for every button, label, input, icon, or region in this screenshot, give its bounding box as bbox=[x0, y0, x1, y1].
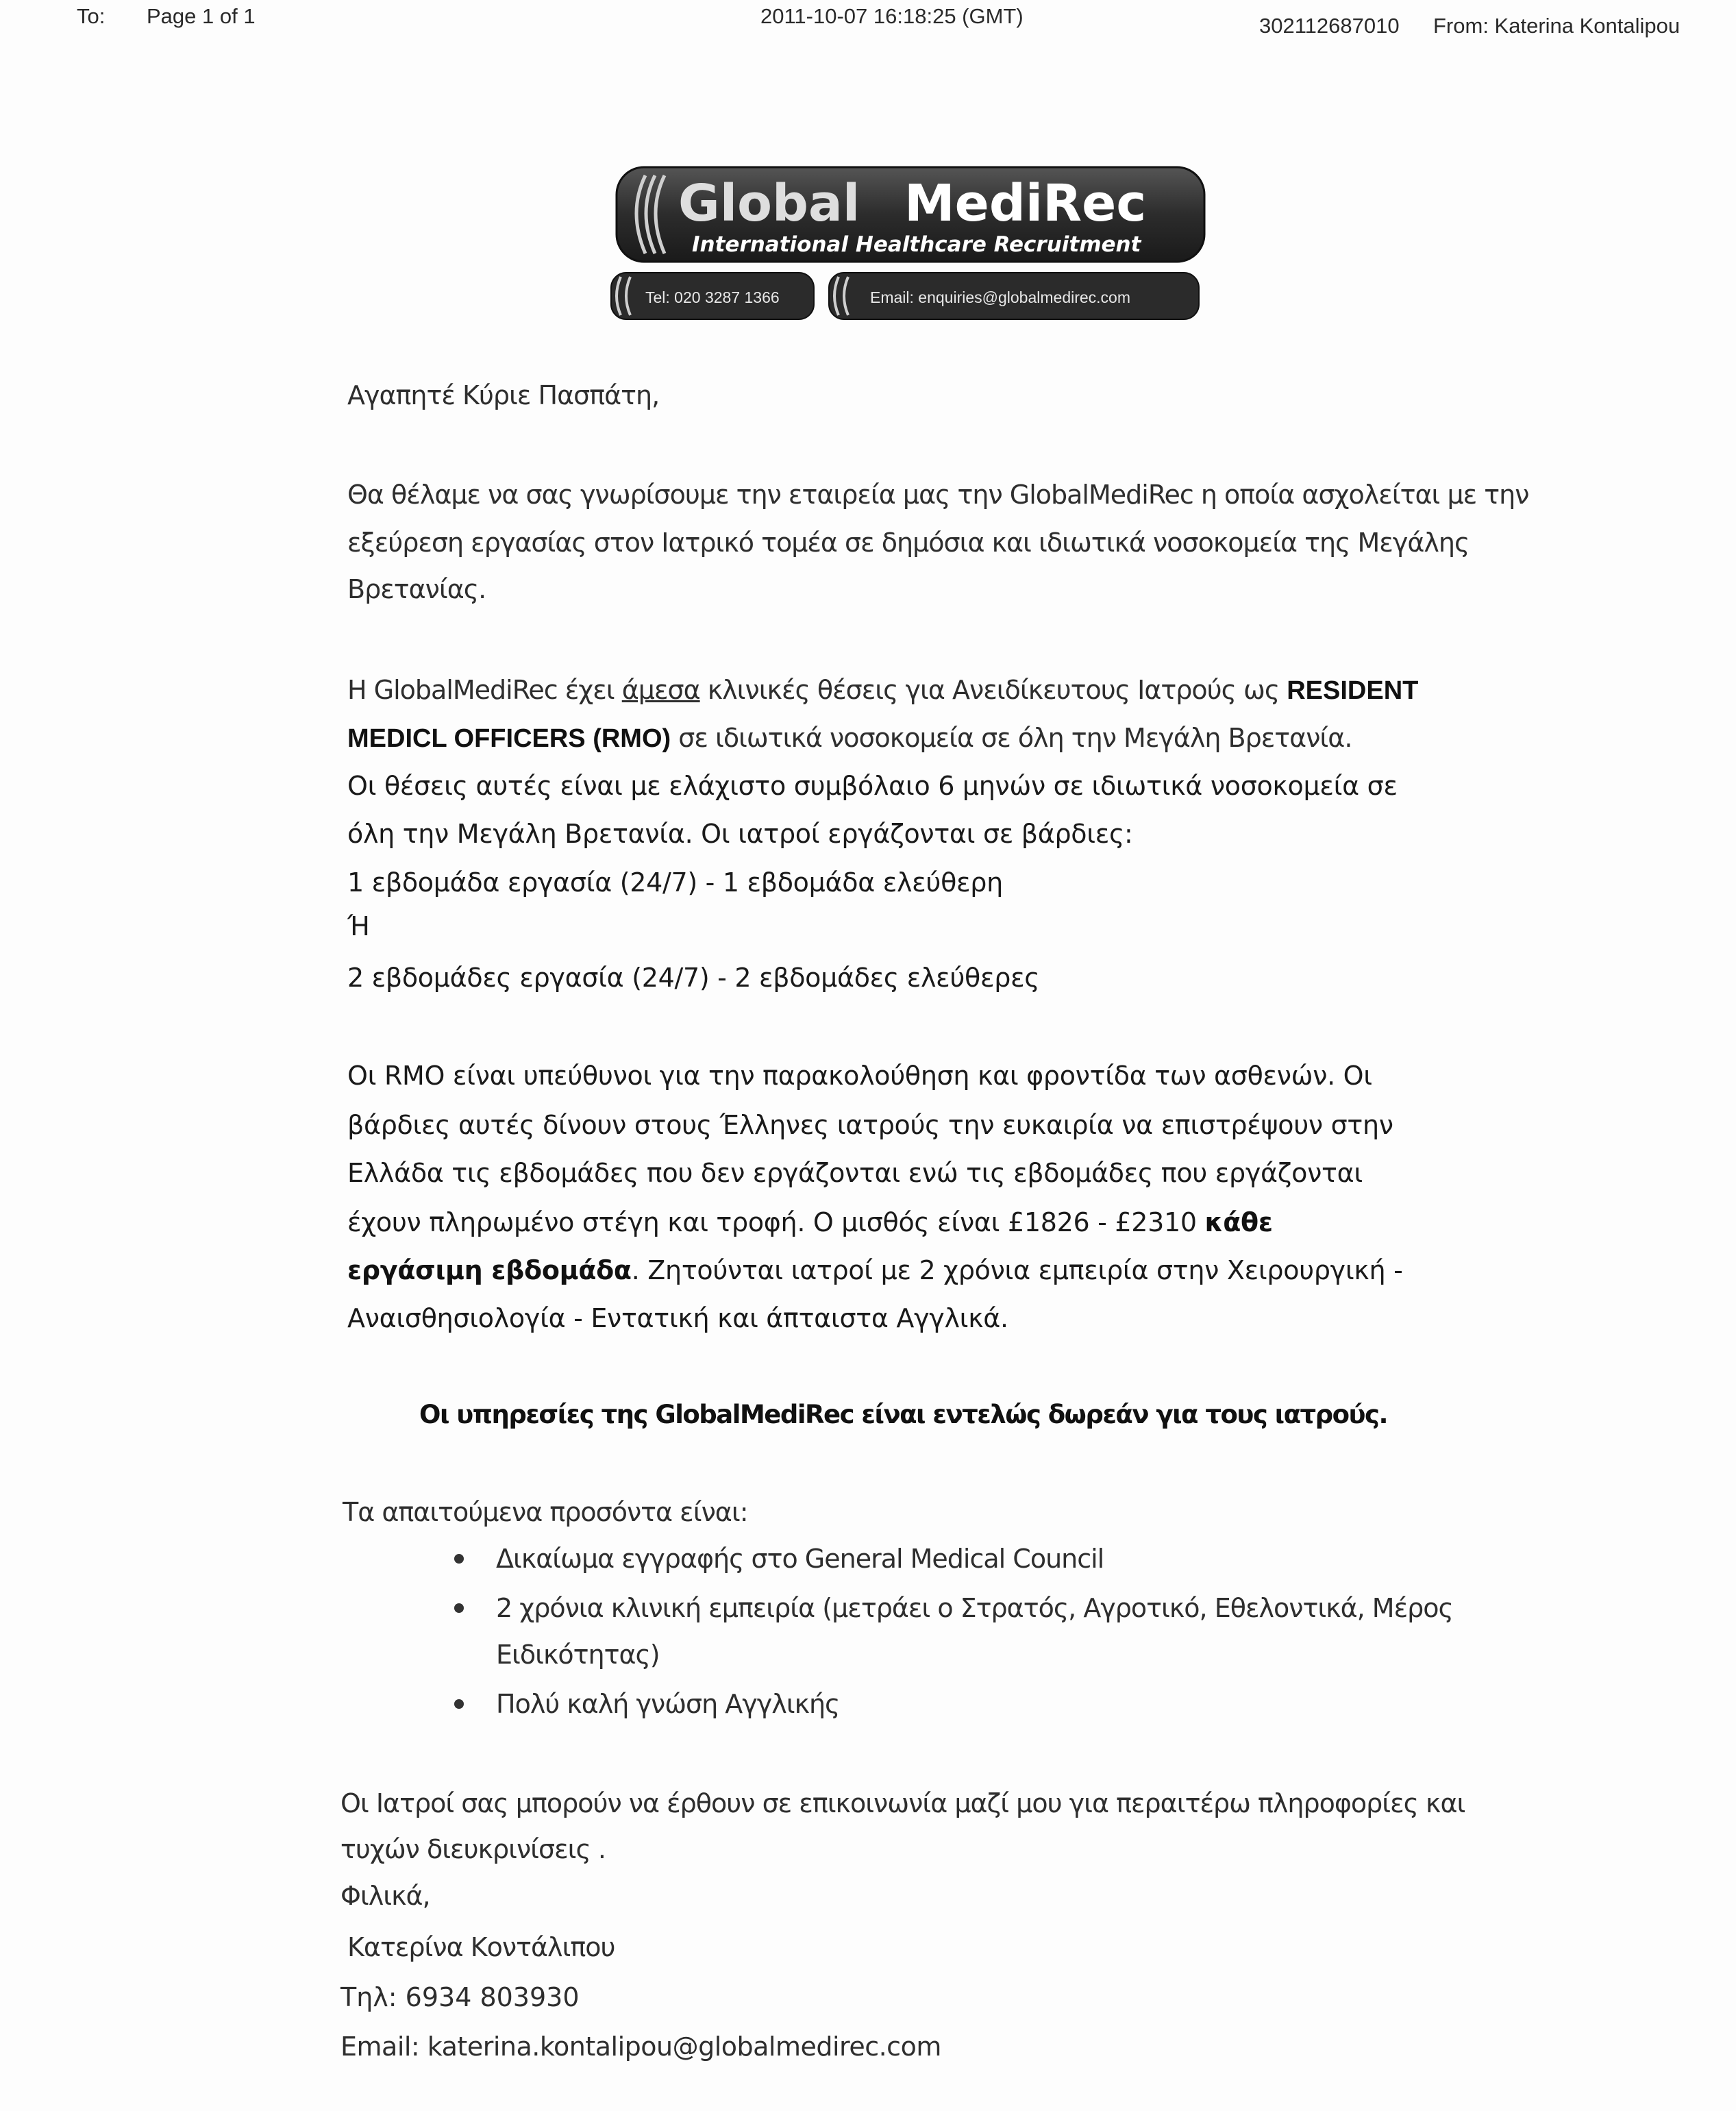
globalmedirec-logo bbox=[603, 164, 1206, 323]
qualification-experience-cont: Ειδικότητας) bbox=[496, 1640, 660, 1670]
logo-tel: Tel: 020 3287 1366 bbox=[645, 288, 780, 306]
rmo-line-3: Ελλάδα τις εβδομάδες που δεν εργάζονται ενώ τις εβδομάδες που εργάζονται bbox=[347, 1158, 1363, 1188]
shift-option-1: 1 εβδομάδα εργασία (24/7) - 1 εβδομάδα ελεύθερη bbox=[347, 867, 1003, 898]
free-services-note: Οι υπηρεσίες της GlobalMediRec είναι εντελώς δωρεάν για τους ιατρούς. bbox=[419, 1400, 1387, 1429]
rmo-line-2: βάρδιες αυτές δίνουν στους Έλληνες ιατρούς την ευκαιρία να επιστρέψουν στην bbox=[347, 1110, 1393, 1140]
rmo-line-1: Οι RMO είναι υπεύθυνοι για την παρακολούθηση και φροντίδα των ασθενών. Οι bbox=[347, 1061, 1372, 1091]
signature-name: Κατερίνα Κοντάλιπου bbox=[347, 1932, 615, 1962]
qualification-experience: 2 χρόνια κλινική εμπειρία (μετράει ο Στρατός, Αγροτικό, Εθελοντικά, Μέρος bbox=[496, 1593, 1453, 1623]
fax-number: 302112687010 bbox=[1259, 14, 1400, 38]
logo-tagline: International Healthcare Recruitment bbox=[692, 232, 1141, 257]
fax-timestamp: 2011-10-07 16:18:25 (GMT) bbox=[760, 4, 1024, 28]
phone: Τηλ: 6934 803930 bbox=[340, 1982, 580, 2012]
rmo-title: MEDICL OFFICERS (RMO) bbox=[347, 724, 671, 753]
logo-name-global: Global bbox=[678, 174, 860, 233]
fax-to-label: To: bbox=[77, 4, 106, 28]
working-week: εργάσιμη εβδομάδα bbox=[347, 1255, 632, 1285]
salary-text: έχουν πληρωμένο στέγη και τροφή. Ο μισθός είναι £1826 - £2310 bbox=[347, 1207, 1205, 1237]
requirements-text: . Ζητούνται ιατροί με 2 χρόνια εμπειρία στην Χειρουργική - bbox=[631, 1255, 1403, 1285]
bullet-dot bbox=[454, 1554, 464, 1564]
qualification-english: Πολύ καλή γνώση Αγγλικής bbox=[496, 1689, 840, 1719]
salary-per: κάθε bbox=[1204, 1207, 1273, 1237]
fax-from: From: Katerina Kontalipou bbox=[1433, 14, 1681, 38]
resident-word: RESIDENT bbox=[1287, 676, 1419, 705]
bullet-dot bbox=[454, 1699, 464, 1709]
logo-name-medirec: MediRec bbox=[904, 174, 1147, 233]
rmo-line-4 bbox=[347, 1207, 1736, 1237]
qualification-gmc: Δικαίωμα εγγραφής στο General Medical Council bbox=[496, 1544, 1104, 1574]
closing-line-2: τυχών διευκρινίσεις . bbox=[340, 1834, 606, 1864]
positions-line-2-b: σε ιδιωτικά νοσοκομεία σε όλη την Μεγάλη Βρετανία. bbox=[671, 723, 1352, 753]
intro-line-3: Βρετανίας. bbox=[347, 574, 486, 604]
closing-line-1: Οι Ιατροί σας μπορούν να έρθουν σε επικοινωνία μαζί μου για περαιτέρω πληροφορίες και bbox=[340, 1788, 1465, 1818]
email: Email: katerina.kontalipou@globalmedirec.com bbox=[340, 2032, 941, 2062]
greeting: Αγαπητέ Κύριε Πασπάτη, bbox=[347, 380, 660, 410]
shift-option-2: 2 εβδομάδες εργασία (24/7) - 2 εβδομάδες ελεύθερες bbox=[347, 963, 1040, 993]
positions-line-1 bbox=[347, 675, 1736, 706]
shift-or: Ή bbox=[347, 911, 370, 941]
immediate-word: άμεσα bbox=[621, 675, 700, 705]
logo-email: Email: enquiries@globalmedirec.com bbox=[870, 288, 1131, 306]
intro-line-2: εξεύρεση εργασίας στον Ιατρικό τομέα σε δημόσια και ιδιωτικά νοσοκομεία της Μεγάλης bbox=[347, 528, 1470, 558]
bullet-dot bbox=[454, 1603, 464, 1613]
positions-line-1-a: Η GlobalMediRec έχει bbox=[347, 675, 622, 705]
positions-line-2 bbox=[347, 723, 1736, 754]
positions-line-4: όλη την Μεγάλη Βρετανία. Οι ιατροί εργάζονται σε βάρδιες: bbox=[347, 819, 1133, 849]
intro-line-1: Θα θέλαμε να σας γνωρίσουμε την εταιρεία μας την GlobalMediRec η οποία ασχολείται με την bbox=[347, 480, 1529, 510]
qualifications-intro: Τα απαιτούμενα προσόντα είναι: bbox=[343, 1497, 748, 1527]
signoff: Φιλικά, bbox=[340, 1881, 430, 1911]
fax-page-count: Page 1 of 1 bbox=[147, 4, 256, 28]
positions-line-1-c: κλινικές θέσεις για Ανειδίκευτους Ιατρούς ως bbox=[699, 675, 1287, 705]
rmo-line-6: Αναισθησιολογία - Εντατική και άπταιστα Αγγλικά. bbox=[347, 1303, 1008, 1333]
rmo-line-5 bbox=[347, 1255, 1736, 1285]
positions-line-3: Οι θέσεις αυτές είναι με ελάχιστο συμβόλαιο 6 μηνών σε ιδιωτικά νοσοκομεία σε bbox=[347, 771, 1398, 801]
